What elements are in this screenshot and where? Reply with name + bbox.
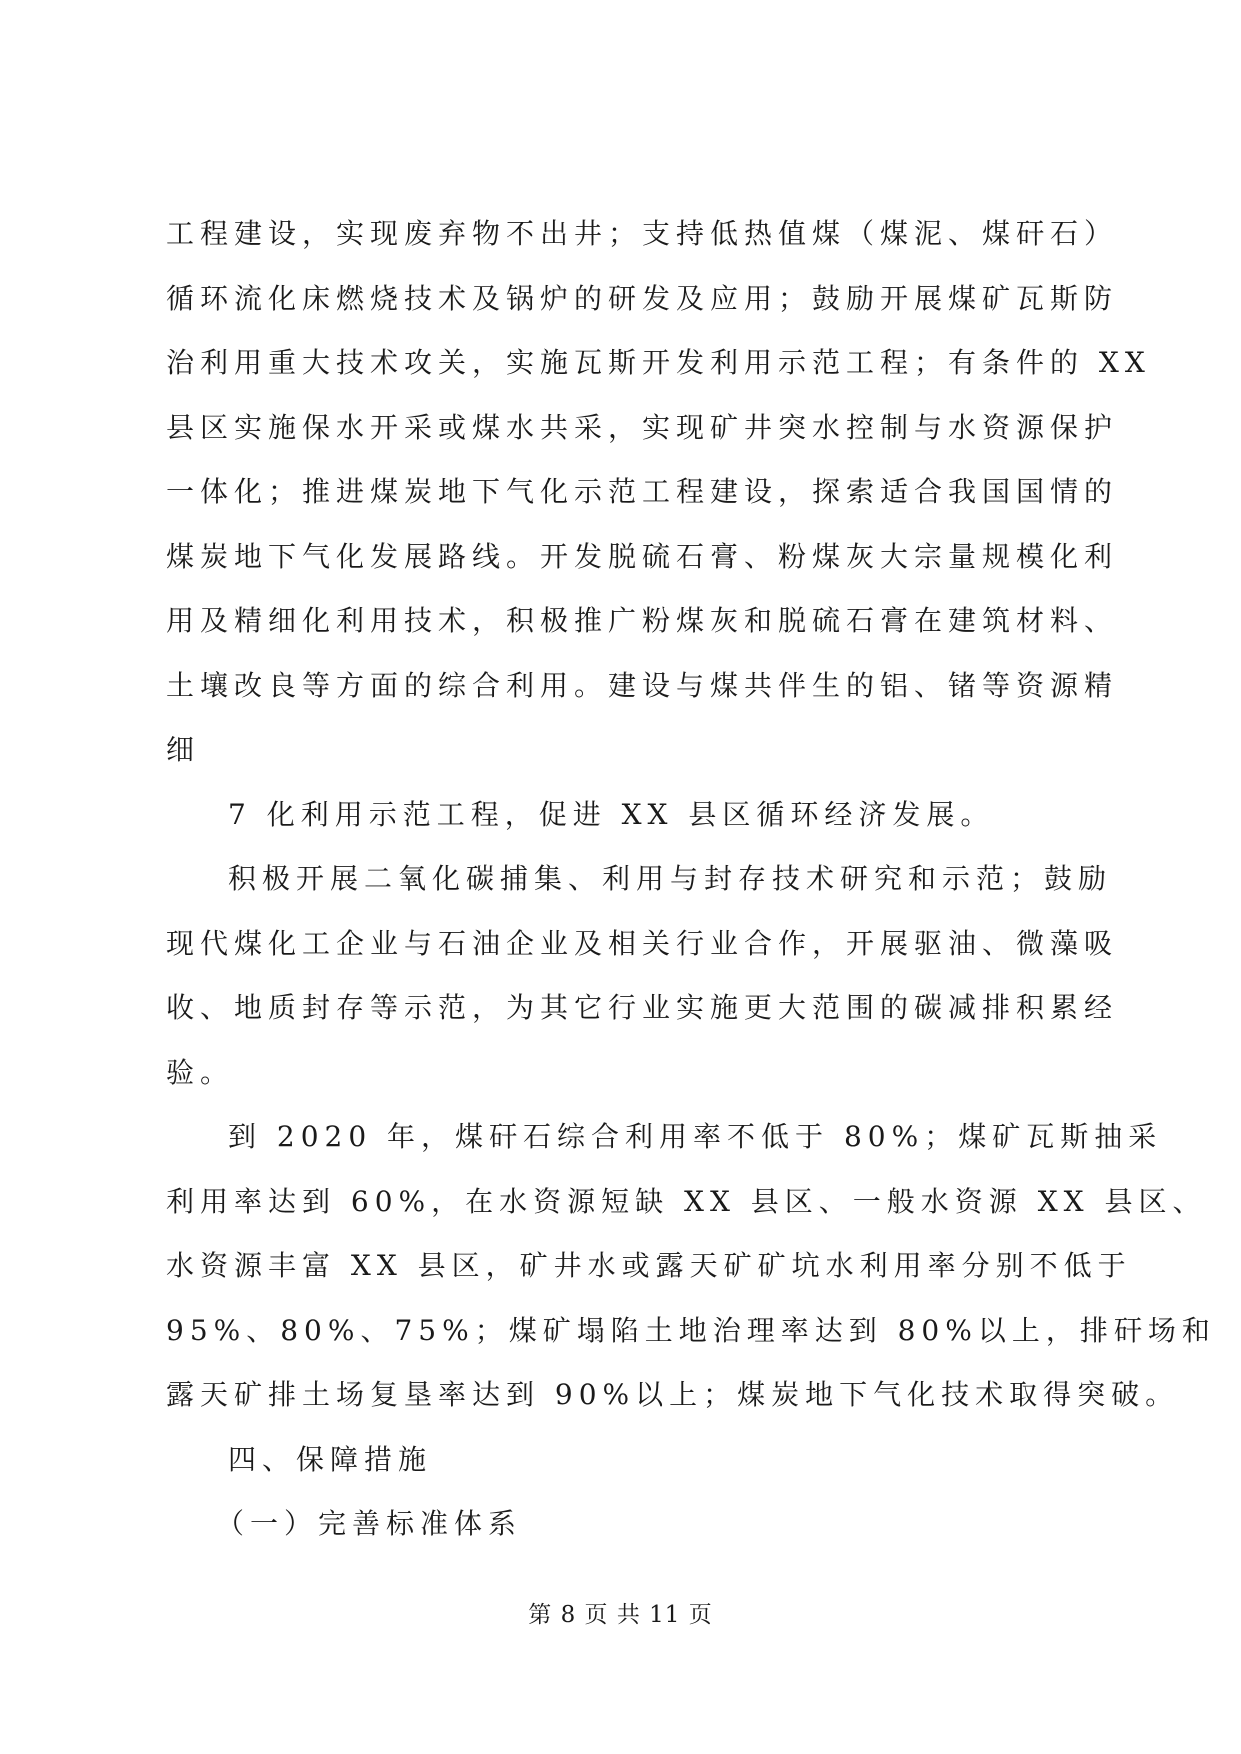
text-line: 县区实施保水开采或煤水共采，实现矿井突水控制与水资源保护	[166, 410, 1119, 444]
page-number-footer: 第 8 页 共 11 页	[528, 1602, 713, 1628]
body-text	[166, 202, 1216, 1557]
text-line: 露天矿排土场复垦率达到 90%以上；煤炭地下气化技术取得突破。	[166, 1378, 1180, 1411]
text-line: 收、地质封存等示范，为其它行业实施更大范围的碳减排积累经	[166, 991, 1119, 1024]
text-line: 到 2020 年，煤矸石综合利用率不低于 80%；煤矿瓦斯抽采	[228, 1120, 1163, 1153]
text-line: 积极开展二氧化碳捕集、利用与封存技术研究和示范；鼓励	[228, 862, 1113, 895]
text-line: 水资源丰富 XX 县区，矿井水或露天矿矿坑水利用率分别不低于	[166, 1249, 1132, 1282]
text-line: 一体化；推进煤炭地下气化示范工程建设，探索适合我国国情的	[166, 475, 1119, 508]
text-line: 95%、80%、75%；煤矿塌陷土地治理率达到 80%以上，排矸场和	[166, 1313, 1216, 1347]
text-line: 现代煤化工企业与石油企业及相关行业合作，开展驱油、微藻吸	[166, 926, 1119, 960]
text-line: 循环流化床燃烧技术及锅炉的研发及应用；鼓励开展煤矿瓦斯防	[166, 281, 1119, 315]
text-line: 治利用重大技术攻关，实施瓦斯开发利用示范工程；有条件的 XX	[166, 346, 1151, 379]
text-line: 工程建设，实现废弃物不出井；支持低热值煤（煤泥、煤矸石）	[166, 217, 1119, 250]
text-line: 土壤改良等方面的综合利用。建设与煤共伴生的铝、锗等资源精	[166, 668, 1119, 702]
text-line: 利用率达到 60%，在水资源短缺 XX 县区、一般水资源 XX 县区、	[166, 1184, 1207, 1218]
text-line: 用及精细化利用技术，积极推广粉煤灰和脱硫石膏在建筑材料、	[166, 604, 1119, 637]
section-heading: 四、保障措施	[228, 1442, 433, 1476]
text-line: 煤炭地下气化发展路线。开发脱硫石膏、粉煤灰大宗量规模化利	[166, 539, 1119, 573]
text-line: 细	[166, 733, 201, 766]
subsection-heading: （一）完善标准体系	[216, 1507, 523, 1540]
text-line: 验。	[166, 1055, 235, 1089]
text-line: 7 化利用示范工程，促进 XX 县区循环经济发展。	[228, 797, 995, 831]
